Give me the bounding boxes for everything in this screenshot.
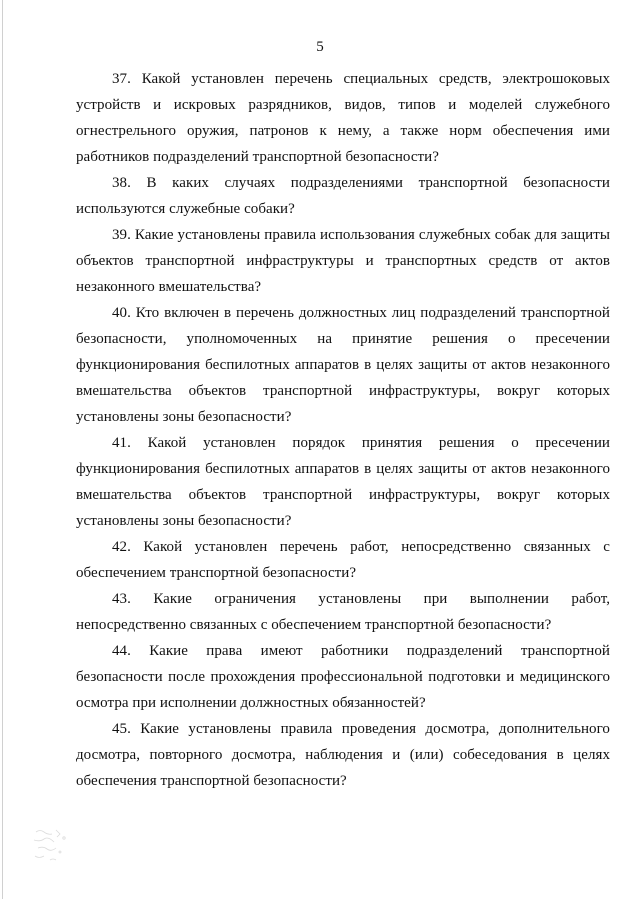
question-39: 39. Какие установлены правила использования служебных собак для защиты объектов транспортной инфраструктуры и транспортных средств от актов незаконного вмешательства? (76, 227, 610, 295)
question-41: 41. Какой установлен порядок принятия решения о пресечении функционирования беспилотных аппаратов в целях защиты от актов незаконного вмешательства объектов транспортной инфраструктуры, вокруг которых установлены зоны безопасности? (76, 435, 610, 529)
question-44: 44. Какие права имеют работники подразделений транспортной безопасности после прохождения профессиональной подготовки и медицинского осмотра при исполнении должностных обязанностей? (76, 643, 610, 711)
question-37: 37. Какой установлен перечень специальных средств, электрошоковых устройств и искровых разрядников, видов, типов и моделей служебного огнестрельного оружия, патронов к нему, а также норм обеспечения ими работников подразделений транспортной безопасности? (76, 71, 610, 165)
question-43: 43. Какие ограничения установлены при выполнении работ, непосредственно связанных с обеспечением транспортной безопасности? (76, 591, 610, 633)
faint-stamp-mark (30, 822, 74, 866)
question-45: 45. Какие установлены правила проведения досмотра, дополнительного досмотра, повторного досмотра, наблюдения и (или) собеседования в целях обеспечения транспортной безопасности? (76, 721, 610, 789)
scan-edge-line (2, 0, 3, 899)
question-40: 40. Кто включен в перечень должностных лиц подразделений транспортной безопасности, уполномоченных на принятие решения о пресечении функционирования беспилотных аппаратов в целях защиты от актов незаконного вмешательства объектов транспортной инфраструктуры, вокруг которых установлены зоны безопасности? (76, 305, 610, 425)
questions-list (76, 66, 610, 794)
page-number: 5 (316, 39, 324, 55)
question-38: 38. В каких случаях подразделениями транспортной безопасности используются служебные собаки? (76, 175, 610, 217)
question-42: 42. Какой установлен перечень работ, непосредственно связанных с обеспечением транспортной безопасности? (76, 539, 610, 581)
